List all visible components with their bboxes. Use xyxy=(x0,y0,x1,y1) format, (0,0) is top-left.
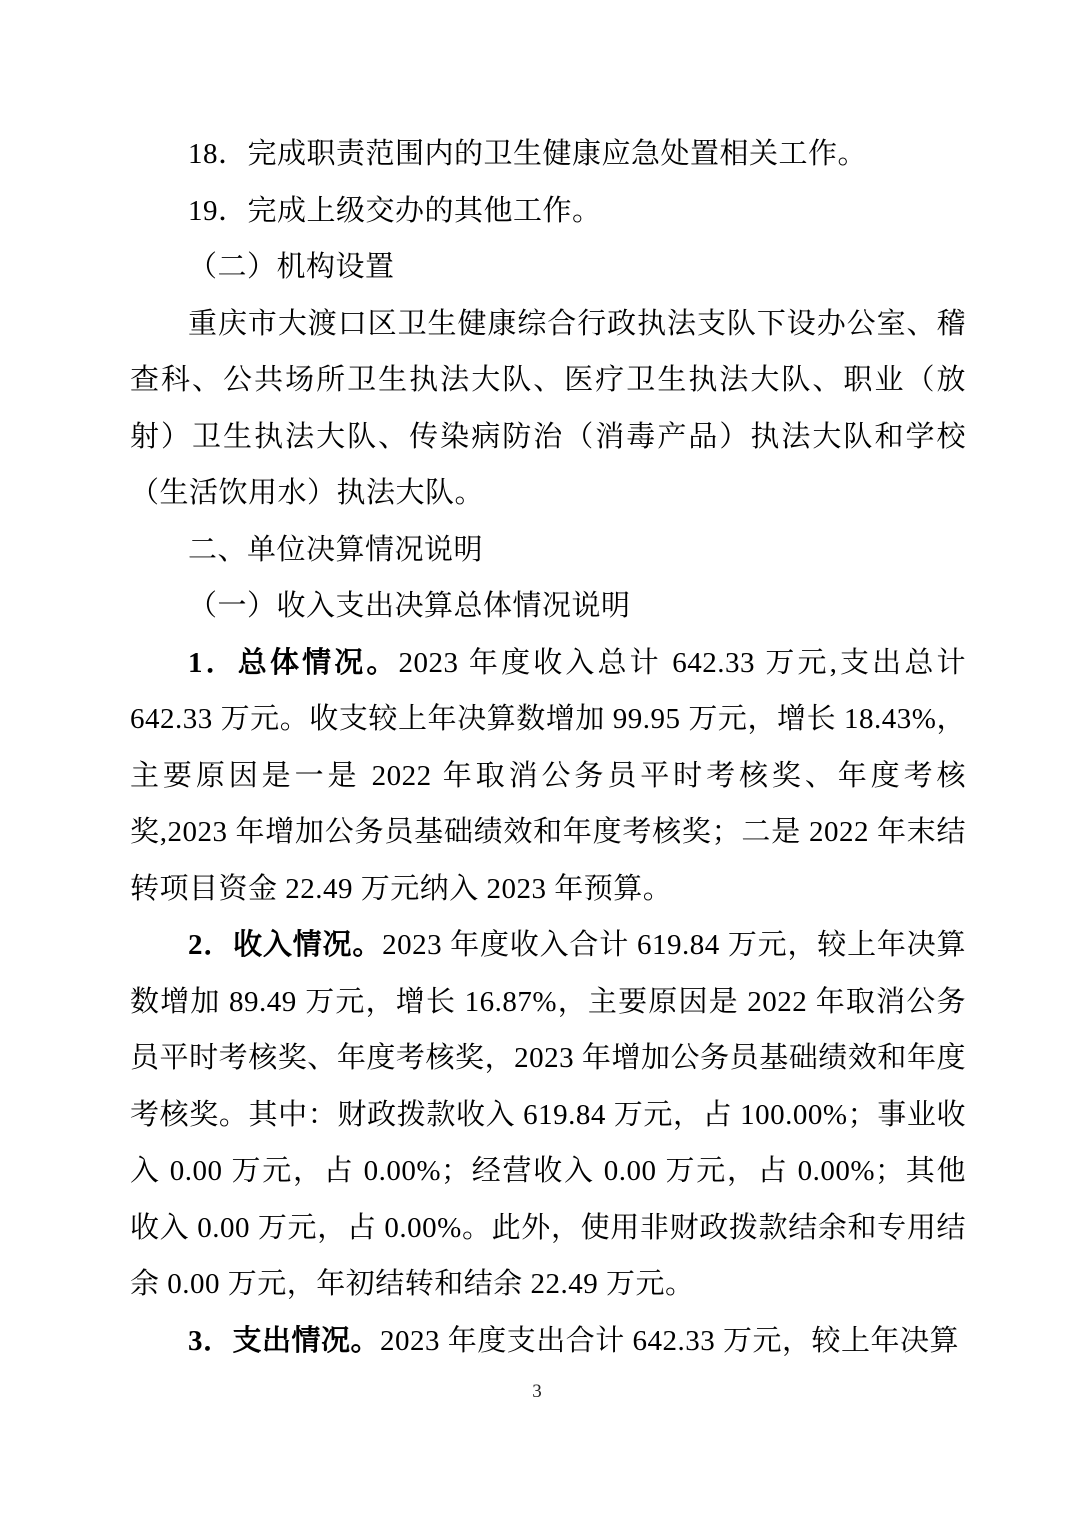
list-item-18: 18．完成职责范围内的卫生健康应急处置相关工作。 xyxy=(188,138,868,170)
heading-section-2: 二、单位决算情况说明 xyxy=(188,533,484,566)
paragraph-overall-lead: 1．总体情况。 xyxy=(188,646,399,679)
paragraph-org-setup: 重庆市大渡口区卫生健康综合行政执法支队下设办公室、稽查科、公共场所卫生执法大队、医疗卫生执法大队、职业（放射）卫生执法大队、传染病防治（消毒产品）执法大队和学校（生活饮用水）执法大队。 xyxy=(130,307,966,509)
paragraph-expense xyxy=(130,1313,966,1370)
paragraph-income xyxy=(130,917,966,1313)
list-item-19: 19．完成上级交办的其他工作。 xyxy=(188,194,602,227)
document-content xyxy=(130,126,966,1369)
paragraph-income-body: 2023 年度收入合计 619.84 万元，较上年决算数增加 89.49 万元，增长 16.87%，主要原因是 2022 年取消公务员平时考核奖、年度考核奖，2023 年增加公务员基础绩效和年度考核奖。其中：财政拨款收入 619.84 万元，占 100.00%；事业收入 0.00 万元，占 0.00%；经营收入 0.00 万元，占 0.00%；其他收入 0.00 万元，占 0.00%。此外，使用非财政拨款结余和专用结余 0.00 万元，年初结转和结余 22.49 万元。 xyxy=(130,929,966,1300)
paragraph-overall xyxy=(130,635,966,918)
paragraph-overall-body: 2023 年度收入总计 642.33 万元,支出总计 642.33 万元。收支较上年决算数增加 99.95 万元，增长 18.43%，主要原因是一是 2022 年取消公务员平时考核奖、年度考核奖,2023 年增加公务员基础绩效和年度考核奖；二是 2022 年末结转项目资金 22.49 万元纳入 2023 年预算。 xyxy=(130,646,966,905)
heading-subsection-1: （一）收入支出决算总体情况说明 xyxy=(188,590,631,622)
paragraph-expense-body: 2023 年度支出合计 642.33 万元，较上年决算 xyxy=(380,1324,960,1357)
paragraph-expense-lead: 3．支出情况。 xyxy=(188,1324,381,1357)
paragraph-income-lead: 2．收入情况。 xyxy=(188,929,383,961)
page-number: 3 xyxy=(532,1381,542,1402)
heading-org-setup: （二）机构设置 xyxy=(188,251,395,283)
